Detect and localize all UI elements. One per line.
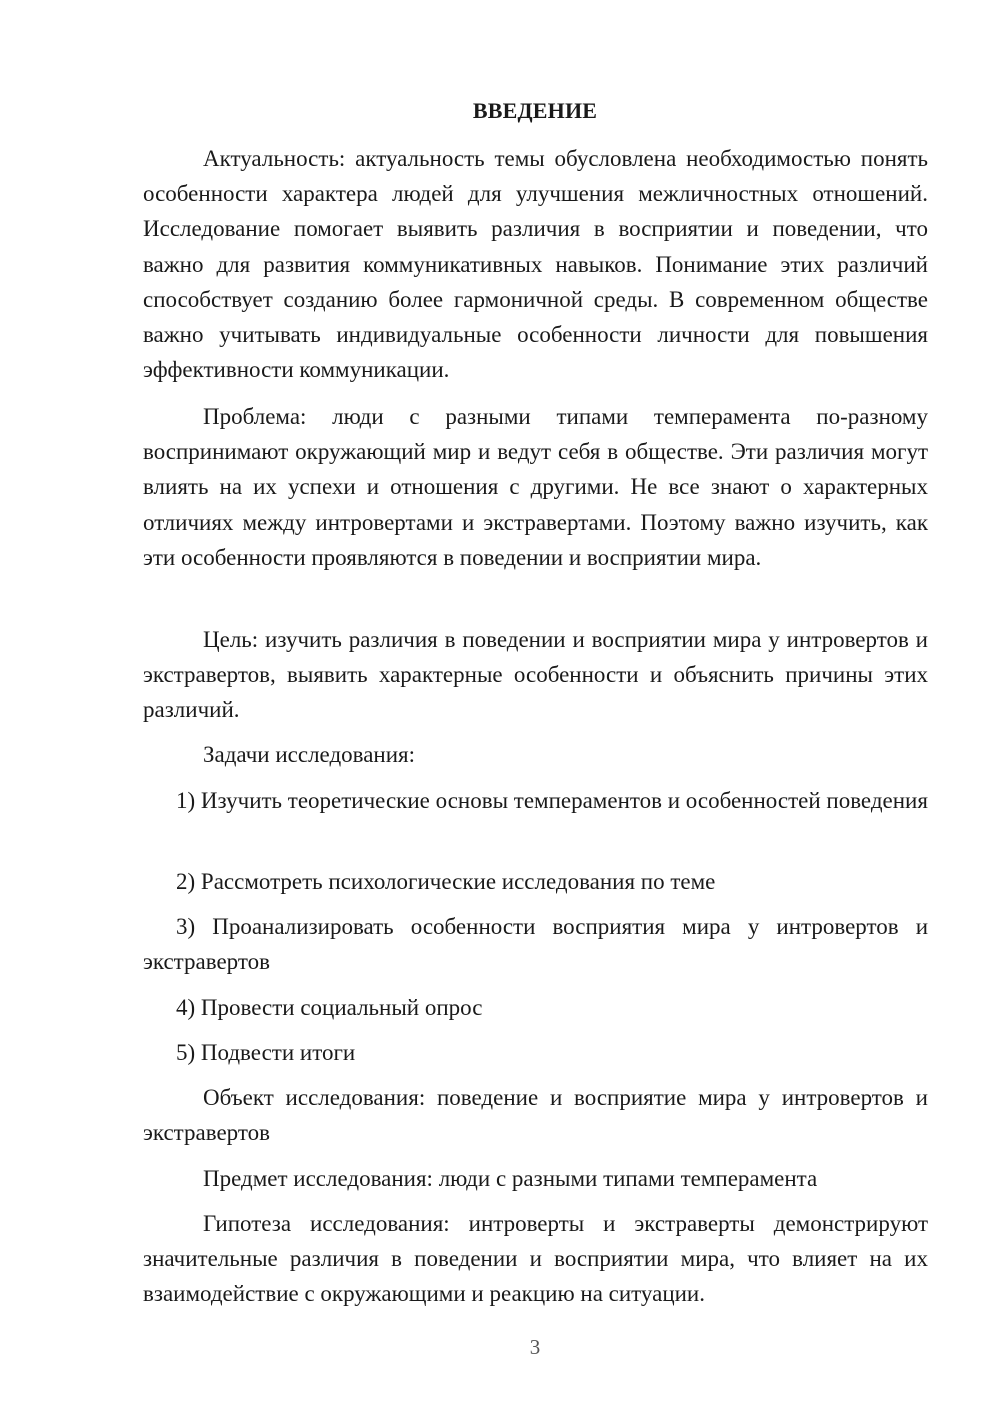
- relevance-paragraph: Актуальность: актуальность темы обусловлена необходимостью понять особенности характера людей для улучшения межличностных отношений. Исследование помогает выявить различия в восприятии и поведении, что важно для развития коммуникативных навыков. Понимание этих различий способствует созданию более гармоничной среды. В современном обществе важно учитывать индивидуальные особенности личности для повышения эффективности коммуникации.: [143, 146, 928, 383]
- task-item-3: 3) Проанализировать особенности восприятия мира у интровертов и экстравертов: [143, 914, 928, 975]
- page-number: 3: [529, 1335, 541, 1359]
- task-item-2: 2) Рассмотреть психологические исследования по теме: [176, 869, 716, 894]
- subject-paragraph: Предмет исследования: люди с разными типами темперамента: [203, 1166, 818, 1191]
- hypothesis-paragraph: Гипотеза исследования: интроверты и экстраверты демонстрируют значительные различия в поведении и восприятии мира, что влияет на их взаимодействие с окружающими и реакцию на ситуации.: [143, 1211, 928, 1307]
- problem-paragraph: Проблема: люди с разными типами темперамента по-разному воспринимают окружающий мир и ведут себя в обществе. Эти различия могут влиять на их успехи и отношения с другими. Не все знают о характерных отличиях между интровертами и экстравертами. Поэтому важно изучить, как эти особенности проявляются в поведении и восприятии мира.: [143, 404, 928, 570]
- task-item-5: 5) Подвести итоги: [176, 1040, 356, 1065]
- tasks-heading: Задачи исследования:: [203, 742, 416, 767]
- task-item-1: 1) Изучить теоретические основы темпераментов и особенностей поведения: [176, 788, 928, 813]
- goal-paragraph: Цель: изучить различия в поведении и восприятии мира у интровертов и экстравертов, выявить характерные особенности и объяснить причины этих различий.: [143, 627, 928, 723]
- object-paragraph: Объект исследования: поведение и восприятие мира у интровертов и экстравертов: [143, 1085, 928, 1146]
- task-item-4: 4) Провести социальный опрос: [176, 995, 483, 1020]
- section-heading: ВВЕДЕНИЕ: [472, 98, 598, 123]
